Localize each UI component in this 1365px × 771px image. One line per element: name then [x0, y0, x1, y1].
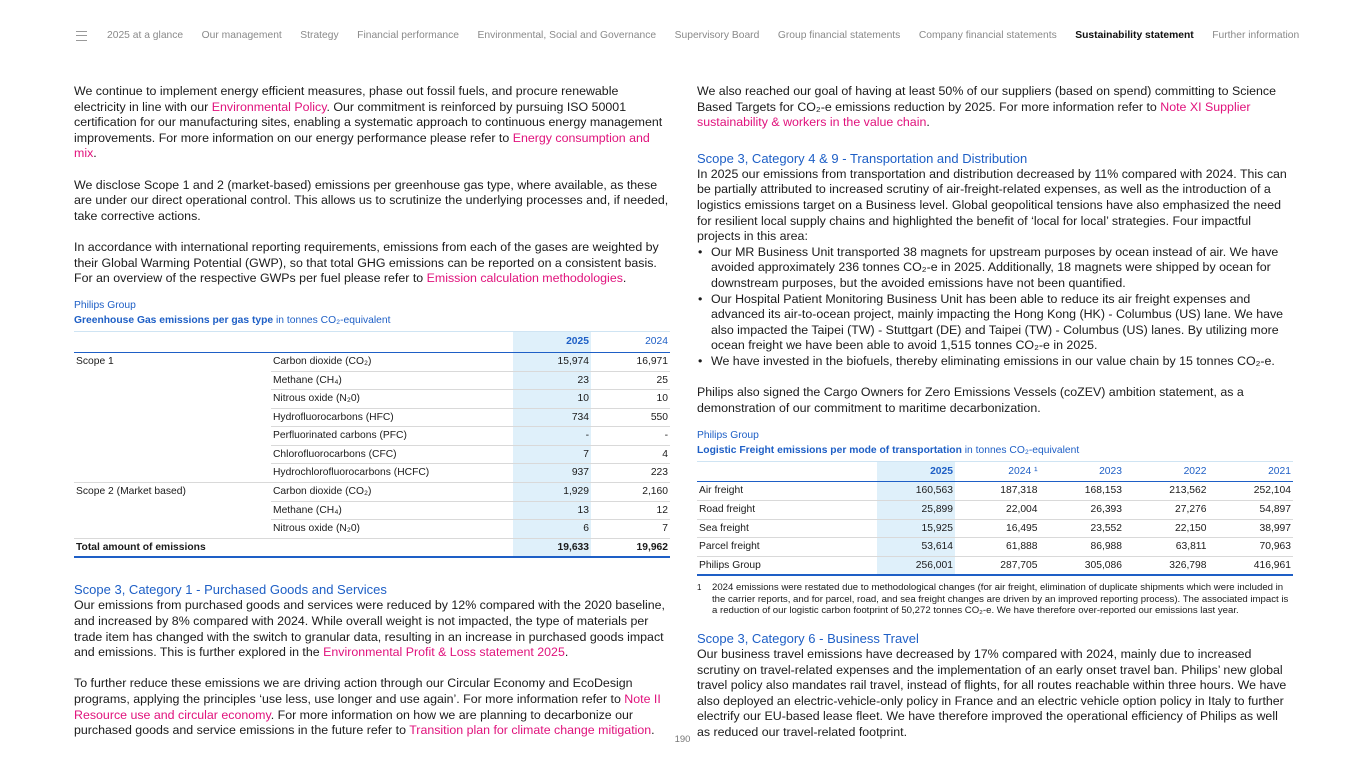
table-row [74, 445, 670, 464]
nav-item[interactable]: Our management [201, 30, 282, 41]
table-row [697, 538, 1293, 557]
table-title [697, 443, 1293, 458]
table-row [74, 390, 670, 409]
footnote-text: 2024 emissions were restated due to methodological changes (for air freight, elimination of duplicate shipments which were included in the carrier reports, and for parcel, road, and sea freight changes are driven by an improved reporting process). The associated impact is a reduction of our logistic carbon footprint of 50,272 tonnes CO₂-e. We have therefore over-reported our emissions last year. [712, 582, 1289, 617]
table-title-unit: in tonnes CO₂-equivalent [961, 444, 1080, 456]
value-cell: 22,004 [955, 501, 1040, 520]
table-row [74, 408, 670, 427]
header-2025: 2025 [513, 332, 591, 353]
scope-cell [74, 445, 271, 464]
scope-cell: Scope 2 (Market based) [76, 486, 186, 498]
value-cell: 326,798 [1124, 556, 1209, 575]
total-label: Total amount of emissions [74, 538, 513, 557]
scope-cell [74, 501, 271, 520]
inline-link[interactable]: Energy consumption and mix [74, 130, 650, 161]
value-cell: 53,614 [877, 538, 955, 557]
text-run: We also reached our goal of having at least 50% of our suppliers (based on spend) committing to Science Based Targets for CO₂-e emissions reduction by 2025. For more information refer to [697, 84, 1277, 114]
value-2025: 6 [513, 520, 591, 539]
paragraph-energy [74, 84, 670, 162]
table-row [74, 464, 670, 483]
text-run: Our business travel emissions have decreased by 17% compared with 2024, mainly due to increased scrutiny on travel-related expenses and the implementation of an early onset travel ban. Philips’ new global travel policy also mandates rail travel, instead of flights, for all routes reachable within three hours. We have also deployed an electric-vehicle-only policy in France and an electric vehicle option policy in Italy to further electrify our EU-based lease fleet. We have therefore improved the operational efficiency of Philips as well as reduced our travel-related footprint. [697, 646, 1287, 739]
value-2025: 23 [513, 371, 591, 390]
scope-cell [74, 427, 271, 446]
page-number: 190 [674, 734, 691, 745]
table-row [74, 427, 670, 446]
text-run: In accordance with international reporting requirements, emissions from each of the gases are weighted by their Global Warming Potential (GWP), so that total GHG emissions can be reported on a consistent basis. For an overview of the respective GWPs per fuel please refer to [74, 239, 659, 286]
value-cell: 70,963 [1209, 538, 1294, 557]
table-row [74, 371, 670, 390]
value-cell: 305,086 [1040, 556, 1125, 575]
value-cell: 168,153 [1040, 482, 1125, 501]
ghg-emissions-table [74, 331, 670, 558]
paragraph-purchased-goods [74, 598, 670, 660]
gas-cell: Chlorofluorocarbons (CFC) [271, 445, 513, 464]
value-cell: 416,961 [1209, 556, 1294, 575]
gas-cell: Perfluorinated carbons (PFC) [271, 427, 513, 446]
value-cell: 61,888 [955, 538, 1040, 557]
text-run: . Our commitment is reinforced by pursuing ISO 50001 certification for our manufacturing sites, enabling a systematic approach to continuous energy management improvements. For more information on our energy performance please refer to [74, 99, 663, 145]
table-row [74, 483, 670, 502]
text-run: Our emissions from purchased goods and services were reduced by 12% compared with the 2020 baseline, and increased by 8% compared with 2024. While overall weight is not impacted, the type of materials per trade item has changed with the switch to granular data, resulting in an increase in purchased goods impact and emissions. This is further explored in the [74, 598, 665, 660]
gas-cell: Nitrous oxide (N₂0) [271, 520, 513, 539]
left-column [74, 84, 670, 754]
inline-link[interactable]: Transition plan for climate change mitigation [409, 723, 652, 738]
paragraph-transportation [697, 167, 1293, 245]
text-run: In 2025 our emissions from transportation and distribution decreased by 11% compared with 2024. This can be partially attributed to increased scrutiny of air-freight-related expenses, as well as the introduction of a logistics emissions target on a Business level. Global geopolitical tensions have also emphasized the need for resilient local supply chains and highlighted the benefit of ‘local for local’ strategies. Four impactful projects in this area: [697, 166, 1287, 244]
total-row [74, 538, 670, 557]
table-row [74, 352, 670, 371]
table-title-bold: Greenhouse Gas emissions per gas type [74, 315, 274, 327]
value-cell: 15,925 [877, 519, 955, 538]
table-footnote [697, 582, 1293, 617]
value-2024: 2,160 [591, 483, 670, 502]
freight-emissions-table [697, 461, 1293, 577]
mode-cell: Air freight [697, 482, 877, 501]
total-2024: 19,962 [591, 538, 670, 557]
section-heading-category-6: Scope 3, Category 6 - Business Travel [697, 630, 919, 646]
mode-cell: Philips Group [697, 556, 877, 575]
value-2025: 15,974 [513, 352, 591, 371]
mode-cell: Road freight [697, 501, 877, 520]
table-row [697, 482, 1293, 501]
text-run: Philips also signed the Cargo Owners for Zero Emissions Vessels (coZEV) ambition statement, as a demonstration of our commitment to maritime decarbonization. [697, 385, 1244, 415]
paragraph-circular-economy [74, 676, 670, 738]
text-run: . [564, 645, 569, 660]
text-run: We continue to implement energy efficient measures, phase out fossil fuels, and procure renewable electricity in line with our [74, 84, 619, 114]
year-header: 2024 ¹ [955, 461, 1040, 482]
table-title-unit: in tonnes CO₂-equivalent [273, 315, 391, 327]
value-cell: 63,811 [1124, 538, 1209, 557]
value-cell: 252,104 [1209, 482, 1294, 501]
value-cell: 160,563 [877, 482, 955, 501]
value-cell: 23,552 [1040, 519, 1125, 538]
value-2025: 1,929 [513, 483, 591, 502]
paragraph-suppliers [697, 84, 1293, 131]
bullet-item: • We have invested in the biofuels, thereby eliminating emissions in our value chain by 15 tonnes CO₂-e. [697, 354, 1293, 370]
value-cell: 16,495 [955, 519, 1040, 538]
value-cell: 86,988 [1040, 538, 1125, 557]
value-2024: 10 [591, 390, 670, 409]
scope-cell [74, 390, 271, 409]
inline-link[interactable]: Emission calculation methodologies [426, 271, 623, 286]
value-cell: 25,899 [877, 501, 955, 520]
right-column [697, 84, 1293, 756]
value-cell: 187,318 [955, 482, 1040, 501]
nav-item[interactable]: Company financial statements [918, 30, 1057, 41]
paragraph-gwp [74, 240, 670, 287]
top-navigation [76, 30, 1318, 41]
scope-cell [74, 371, 271, 390]
gas-cell: Carbon dioxide (CO₂) [271, 352, 513, 371]
table-org: Philips Group [74, 300, 136, 312]
inline-link[interactable]: Environmental Profit & Loss statement 2025 [323, 645, 565, 660]
gas-cell: Methane (CH₄) [271, 371, 513, 390]
value-2024: 12 [591, 501, 670, 520]
text-run: . For more information on how we are planning to decarbonize our purchased goods and service emissions in the future refer to [74, 707, 634, 738]
value-2025: 7 [513, 445, 591, 464]
nav-item[interactable]: Strategy [300, 30, 339, 41]
text-run: . [651, 723, 655, 738]
nav-item[interactable]: Supervisory Board [674, 30, 760, 41]
mode-cell: Parcel freight [697, 538, 877, 557]
value-2025: 13 [513, 501, 591, 520]
gas-cell: Nitrous oxide (N₂0) [271, 390, 513, 409]
table-title-bold: Logistic Freight emissions per mode of transportation [697, 444, 962, 456]
table-row [74, 501, 670, 520]
inline-link[interactable]: Note XI Supplier sustainability & workers in the value chain [697, 99, 1251, 130]
table-row [697, 519, 1293, 538]
year-header: 2022 [1124, 461, 1209, 482]
table-org: Philips Group [697, 429, 759, 441]
text-run: . [926, 115, 930, 130]
inline-link[interactable]: Environmental Policy [211, 99, 327, 114]
value-cell: 54,897 [1209, 501, 1294, 520]
bullet-item: • Our Hospital Patient Monitoring Business Unit has been able to reduce its air freight expenses and advanced its air-to-ocean project, mainly impacting the Hong Kong (HK) - Columbus (US) lane. We have also impacted the Taipei (TW) - Stuttgart (DE) and Taipei (TW) - Columbus (US) lanes. By utilizing more ocean freight we have been able to avoid 1,515 tonnes CO₂-e in 2025. [697, 292, 1293, 354]
scope-cell [74, 408, 271, 427]
value-2024: 550 [591, 408, 670, 427]
gas-cell: Hydrochlorofluorocarbons (HCFC) [271, 464, 513, 483]
value-cell: 38,997 [1209, 519, 1294, 538]
paragraph-cozev [697, 385, 1293, 416]
nav-item[interactable]: Further information [1212, 30, 1300, 41]
project-list [697, 245, 1293, 370]
year-header: 2025 [877, 461, 955, 482]
freight-table-block [697, 428, 1293, 617]
table-row [697, 501, 1293, 520]
scope-cell [74, 520, 271, 539]
paragraph-scope-disclosure [74, 178, 670, 225]
nav-item[interactable]: Financial performance [357, 30, 460, 41]
value-2024: 25 [591, 371, 670, 390]
ghg-table-block [74, 298, 670, 558]
paragraph-business-travel [697, 647, 1293, 741]
section-heading-category-1: Scope 3, Category 1 - Purchased Goods and Services [74, 582, 387, 598]
inline-link[interactable]: Note II Resource use and circular economy [74, 692, 661, 722]
gas-cell: Methane (CH₄) [271, 501, 513, 520]
value-2025: 937 [513, 464, 591, 483]
value-cell: 213,562 [1124, 482, 1209, 501]
value-2024: 223 [591, 464, 670, 483]
value-2025: - [513, 427, 591, 446]
mode-cell: Sea freight [697, 519, 877, 538]
header-2024: 2024 [591, 332, 670, 353]
nav-item[interactable]: Group financial statements [777, 30, 901, 41]
year-header: 2023 [1040, 461, 1125, 482]
value-cell: 287,705 [955, 556, 1040, 575]
year-header: 2021 [1209, 461, 1294, 482]
gas-cell: Hydrofluorocarbons (HFC) [271, 408, 513, 427]
value-2024: - [591, 427, 670, 446]
value-2024: 16,971 [591, 352, 670, 371]
table-row [74, 520, 670, 539]
text-run: . [622, 271, 627, 286]
value-2025: 10 [513, 390, 591, 409]
nav-item[interactable]: Environmental, Social and Governance [477, 30, 657, 41]
text-run: To further reduce these emissions we are driving action through our Circular Economy and EcoDesign programs, applying the principles ‘use less, use longer and use again’. For more information refer to [74, 676, 633, 706]
gas-cell: Carbon dioxide (CO₂) [271, 483, 513, 502]
value-cell: 256,001 [877, 556, 955, 575]
value-cell: 27,276 [1124, 501, 1209, 520]
hamburger-menu-icon[interactable] [76, 31, 87, 41]
nav-item[interactable]: 2025 at a glance [107, 30, 184, 41]
value-cell: 22,150 [1124, 519, 1209, 538]
table-title [74, 313, 670, 328]
nav-item[interactable]: Sustainability statement [1075, 30, 1194, 41]
text-run: . [93, 146, 97, 161]
total-2025: 19,633 [513, 538, 591, 557]
bullet-item: • Our MR Business Unit transported 38 magnets for upstream purposes by ocean instead of air. We have avoided approximately 236 tonnes CO₂-e in 2025. Additionally, 18 magnets were shipped by ocean for downstream purposes, but the avoided emissions have not been quantified. [697, 245, 1293, 292]
value-2024: 7 [591, 520, 670, 539]
scope-cell [74, 464, 271, 483]
scope-cell: Scope 1 [76, 356, 114, 368]
total-row [697, 556, 1293, 575]
section-heading-category-4-9: Scope 3, Category 4 & 9 - Transportation and Distribution [697, 150, 1028, 166]
value-2024: 4 [591, 445, 670, 464]
footnote-mark: 1 [697, 583, 702, 593]
value-cell: 26,393 [1040, 501, 1125, 520]
value-2025: 734 [513, 408, 591, 427]
text-run: We disclose Scope 1 and 2 (market-based) emissions per greenhouse gas type, where available, as these are under our direct operational control. This allows us to scrutinize the underlying processes and, if needed, take corrective actions. [74, 177, 669, 223]
